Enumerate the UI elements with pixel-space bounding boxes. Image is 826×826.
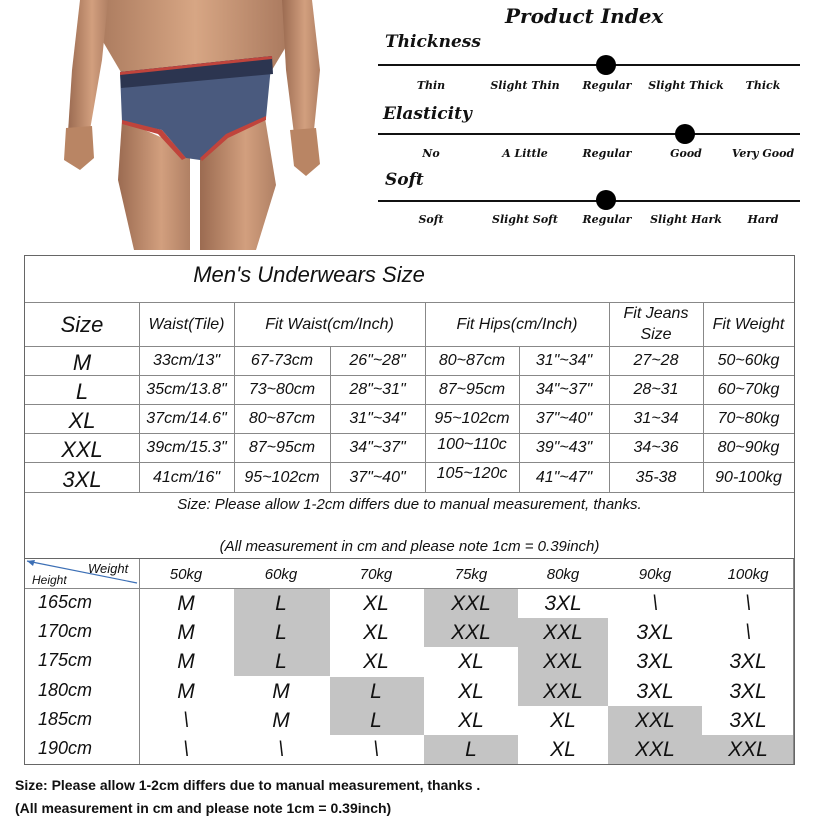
size-cell: 3XL (729, 709, 767, 732)
jeans-size: 27~28 (633, 352, 679, 369)
footer-note: Size: Please allow 1-2cm differs due to manual measurement, thanks . (15, 777, 481, 793)
header-fit-jeans: Fit Jeans (623, 305, 689, 322)
weight-header: 70kg (359, 566, 393, 583)
size-cell: \ (373, 738, 379, 761)
elasticity-label: Elasticity (383, 104, 472, 124)
elasticity-option: Very Good (731, 147, 795, 160)
size-cell: \ (183, 709, 189, 732)
soft-indicator (596, 190, 616, 210)
header-size: Size (60, 312, 104, 337)
fit-waist-cm: 95~102cm (244, 469, 320, 486)
fit-waist-inch: 28"~31" (349, 381, 406, 398)
height-label: 185cm (38, 709, 93, 729)
size-cell: \ (278, 738, 284, 761)
size-cell: XXL (451, 621, 491, 644)
fit-weight: 60~70kg (717, 381, 780, 398)
thickness-option: Regular (582, 79, 632, 92)
fit-weight: 90-100kg (715, 469, 782, 486)
size-cell: \ (745, 592, 751, 615)
size-cell: \ (652, 592, 658, 615)
size-cell: M (272, 709, 290, 732)
size-cell: XXL (635, 709, 675, 732)
size-cell: XL (458, 709, 484, 732)
divider (25, 302, 794, 303)
divider (25, 346, 794, 347)
size-cell: L (370, 680, 382, 703)
fit-waist-inch: 31"~34" (349, 410, 406, 427)
soft-option: Slight Hark (650, 213, 722, 226)
size-cell: XL (363, 650, 389, 673)
size-cell: L (275, 650, 287, 673)
weight-header: 75kg (454, 566, 488, 583)
size-cell: 3XL (729, 650, 767, 673)
size-name: L (75, 379, 89, 404)
elasticity-option: No (422, 147, 440, 160)
weight-header: 60kg (264, 566, 298, 583)
size-cell: XL (458, 680, 484, 703)
size-cell: XXL (728, 738, 768, 761)
jeans-size: 34~36 (633, 439, 679, 456)
waist-value: 33cm/13" (152, 352, 221, 369)
soft-label: Soft (385, 170, 424, 190)
elasticity-line (378, 133, 800, 135)
thickness-line (378, 64, 800, 66)
size-table-title: Men's Underwears Size (193, 262, 425, 287)
fit-hips-cm: 105~120c (436, 465, 508, 482)
fit-waist-cm: 67-73cm (250, 352, 314, 369)
size-name: 3XL (62, 467, 102, 492)
size-cell: L (275, 592, 287, 615)
thickness-label: Thickness (385, 32, 481, 52)
size-cell: 3XL (729, 680, 767, 703)
fit-weight: 50~60kg (717, 352, 780, 369)
weight-header: 80kg (546, 566, 580, 583)
thickness-option: Thin (416, 79, 446, 92)
height-label: 165cm (38, 592, 93, 612)
elasticity-option: A Little (502, 147, 548, 160)
jeans-size: 35-38 (635, 469, 677, 486)
size-name: M (72, 350, 92, 375)
thickness-option: Thick (745, 79, 781, 92)
measurement-note: (All measurement in cm and please note 1cm = 0.39inch) (219, 538, 600, 555)
size-name: XL (68, 408, 96, 433)
size-cell: \ (745, 621, 751, 644)
waist-value: 37cm/14.6" (146, 410, 227, 427)
jeans-size: 31~34 (633, 410, 679, 427)
size-cell: XL (363, 621, 389, 644)
size-cell: M (177, 650, 195, 673)
size-cell: XL (550, 709, 576, 732)
fit-hips-cm: 87~95cm (438, 381, 506, 398)
divider (25, 433, 794, 434)
header-fit-hips: Fit Hips(cm/Inch) (456, 316, 578, 333)
model-briefs-illustration (50, 0, 340, 250)
waist-value: 41cm/16" (152, 469, 221, 486)
divider (25, 588, 794, 589)
size-cell: XXL (451, 592, 491, 615)
fit-hips-inch: 41"~47" (535, 469, 593, 486)
fit-waist-cm: 73~80cm (248, 381, 316, 398)
fit-waist-inch: 34"~37" (349, 439, 406, 456)
fit-hips-cm: 80~87cm (438, 352, 506, 369)
product-photo (50, 0, 340, 250)
thickness-option: Slight Thick (648, 79, 724, 92)
elasticity-indicator (675, 124, 695, 144)
corner-height-label: Height (32, 573, 67, 587)
soft-line (378, 200, 800, 202)
size-name: XXL (61, 437, 103, 462)
fit-waist-inch: 37"~40" (349, 469, 406, 486)
waist-value: 39cm/15.3" (146, 439, 227, 456)
size-cell: M (272, 680, 290, 703)
height-label: 175cm (38, 650, 93, 670)
weight-header: 50kg (169, 566, 203, 583)
size-cell: 3XL (636, 680, 674, 703)
height-label: 180cm (38, 680, 93, 700)
soft-option: Slight Soft (492, 213, 558, 226)
size-cell: 3XL (636, 650, 674, 673)
divider (25, 375, 794, 376)
fit-hips-inch: 34"~37" (535, 381, 593, 398)
size-cell: M (177, 680, 195, 703)
size-cell: M (177, 592, 195, 615)
size-cell: XL (550, 738, 576, 761)
thickness-option: Slight Thin (490, 79, 560, 92)
size-cell: \ (183, 738, 189, 761)
size-cell: XXL (543, 650, 583, 673)
size-cell: XXL (543, 680, 583, 703)
divider (25, 404, 794, 405)
height-label: 190cm (38, 738, 93, 758)
header-waist: Waist(Tile) (148, 316, 225, 333)
header-fit-weight: Fit Weight (712, 316, 785, 333)
weight-header: 100kg (727, 566, 769, 583)
size-cell: L (465, 738, 477, 761)
thickness-indicator (596, 55, 616, 75)
size-cell: 3XL (544, 592, 582, 615)
height-label: 170cm (38, 621, 93, 641)
size-cell: L (275, 621, 287, 644)
fit-weight: 70~80kg (717, 410, 780, 427)
fit-hips-inch: 37"~40" (535, 410, 593, 427)
waist-value: 35cm/13.8" (146, 381, 227, 398)
divider (25, 492, 794, 493)
size-cell: L (370, 709, 382, 732)
size-cell: XXL (543, 621, 583, 644)
soft-option: Hard (747, 213, 779, 226)
corner-weight-label: Weight (88, 561, 129, 576)
fit-waist-cm: 80~87cm (248, 410, 316, 427)
header-fit-waist: Fit Waist(cm/Inch) (265, 316, 394, 333)
size-cell: M (177, 621, 195, 644)
fit-hips-cm: 100~110c (437, 436, 507, 453)
weight-header: 90kg (638, 566, 672, 583)
fit-waist-inch: 26"~28" (349, 352, 406, 369)
size-cell: XL (458, 650, 484, 673)
elasticity-option: Good (670, 147, 702, 160)
soft-option: Soft (418, 213, 444, 226)
elasticity-option: Regular (582, 147, 632, 160)
header-fit-jeans-size: Size (640, 326, 672, 343)
size-note: Size: Please allow 1-2cm differs due to manual measurement, thanks. (177, 496, 642, 513)
footer-measurement-note: (All measurement in cm and please note 1cm = 0.39inch) (15, 800, 392, 816)
fit-hips-inch: 39"~43" (535, 439, 593, 456)
size-cell: XXL (635, 738, 675, 761)
size-cell: XL (363, 592, 389, 615)
fit-hips-cm: 95~102cm (434, 410, 510, 427)
fit-weight: 80~90kg (717, 439, 780, 456)
fit-waist-cm: 87~95cm (248, 439, 316, 456)
jeans-size: 28~31 (633, 381, 679, 398)
divider (25, 462, 794, 463)
product-index-title: Product Index (505, 4, 664, 28)
fit-hips-inch: 31"~34" (535, 352, 593, 369)
size-cell: 3XL (636, 621, 674, 644)
soft-option: Regular (582, 213, 632, 226)
